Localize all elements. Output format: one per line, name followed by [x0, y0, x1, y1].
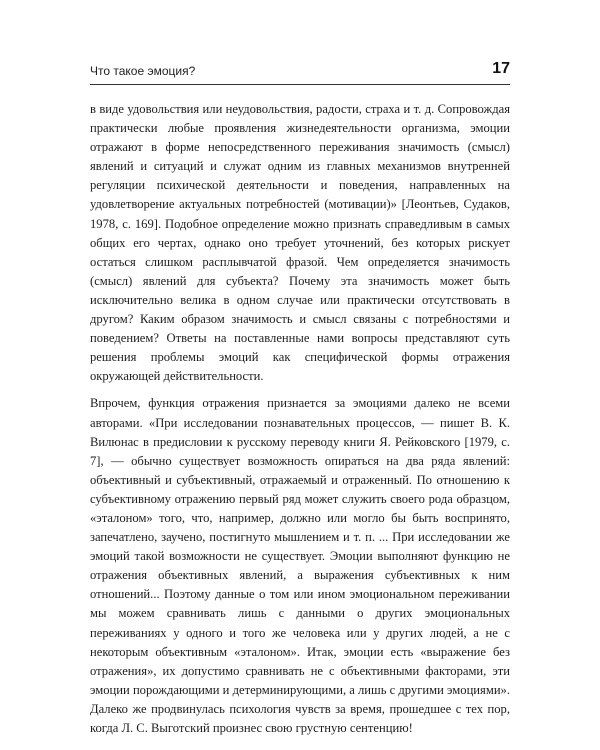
- paragraph-2: Впрочем, функция отражения признается за эмоциями далеко не всеми авторами. «При исследовании познавательных процессов, — пишет В. К. Вилюнас в предисловии к русскому переводу книги Я. Рейковского [1979, с. 7], — обычно существует возможность опираться на два ряда явлений: объективный и субъективный, отражаемый и отраженный. По отношению к субъективному отражению первый ряд может служить своего рода образцом, «эталоном» того, что, например, должно или могло бы быть воспринято, запечатлено, заучено, постигнуто мышлением и т. п. ... При исследовании же эмоций такой возможности не существует. Эмоции выполняют функцию не отражения объективных явлений, а выражения субъективных к ним отношений... Поэтому данные о том или ином эмоциональном переживании мы можем сравнивать лишь с данными о других эмоциональных переживаниях у одного и того же человека или у других людей, а не с некоторым объективным «эталоном». Итак, эмоции есть «выражение без отражения», их допустимо сравнивать не с объективными факторами, эти эмоции порождающими и детерминирующими, а лишь с другими эмоциями». Далеко же продвинулась психология чувств за время, прошедшее с тех пор, когда Л. С. Выготский произнес свою грустную сентенцию!: [90, 396, 510, 735]
- page-number: 17: [492, 60, 510, 77]
- paragraph-1: в виде удовольствия или неудовольствия, радости, страха и т. д. Сопровождая практически любые проявления жизнедеятельности организма, эмоции отражают в форме непосредственного переживания значимость (смысл) явлений и ситуаций и служат одним из главных механизмов внутренней регуляции психической деятельности и поведения, направленных на удовлетворение актуальных потребностей (мотивации)» [Леонтьев, Судаков, 1978, с. 169]. Подобное определение можно признать справедливым в самых общих его чертах, однако оно требует уточнений, без которых рискует остаться слишком расплывчатой фразой. Чем определяется значимость (смысл) явлений для субъекта? Почему эта значимость может быть исключительно велика в одном случае или практически отсутствовать в другом? Каким образом значимость и смысл связаны с потребностями и поведением? Ответы на поставленные нами вопросы представляют суть решения проблемы эмоций как специфической формы отражения окружающей действительности.: [90, 102, 510, 384]
- header-rule: [90, 84, 510, 85]
- page-body: [90, 100, 510, 738]
- running-title: Что такое эмоция?: [90, 64, 196, 78]
- page-header: [90, 60, 510, 82]
